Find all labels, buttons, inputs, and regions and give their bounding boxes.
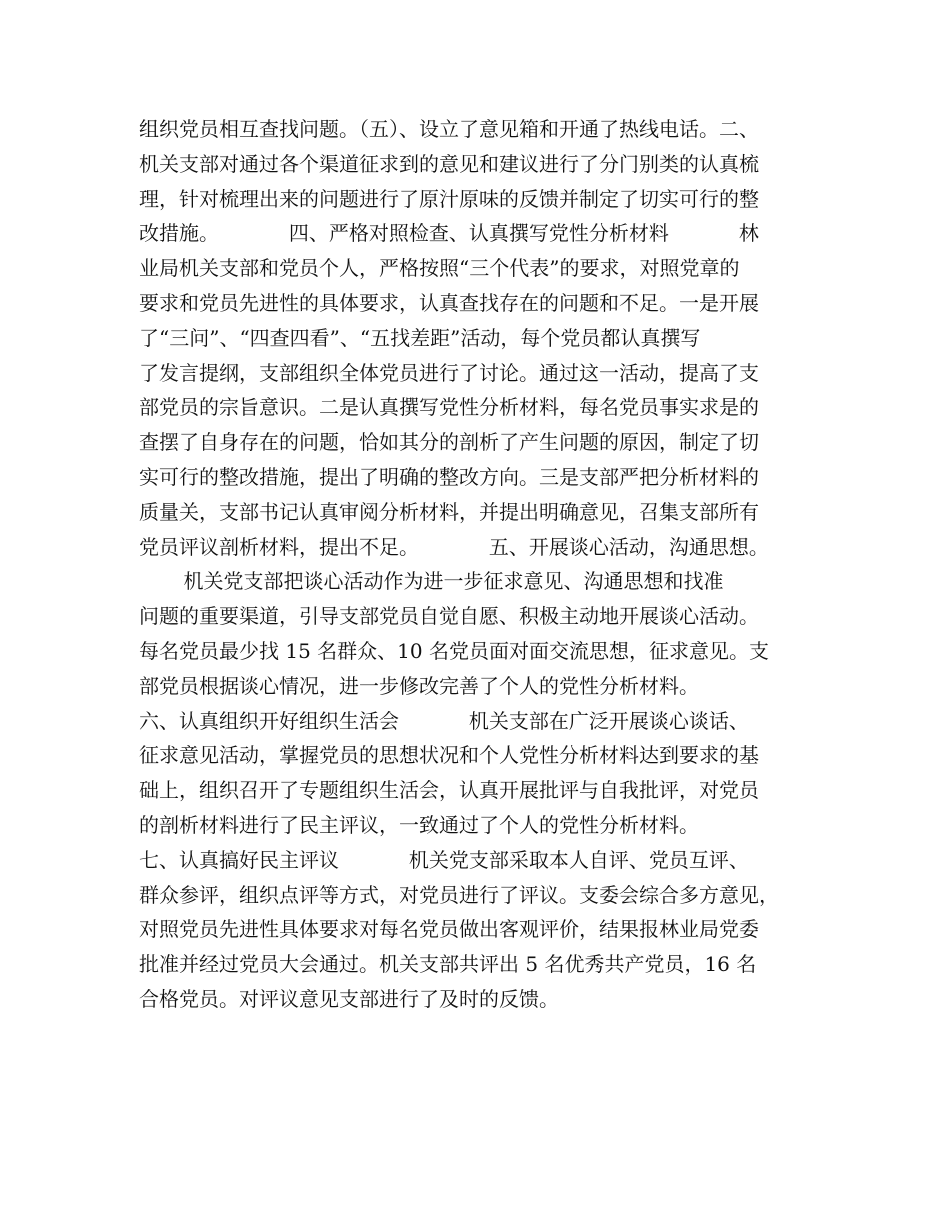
text-line: 改措施。 四、严格对照检查、认真撰写党性分析材料 林 xyxy=(139,221,759,246)
text-line: 部党员根据谈心情况，进一步修改完善了个人的党性分析材料。 xyxy=(139,673,699,698)
text-line: 组织党员相互查找问题。（五）、设立了意见箱和开通了热线电话。二、 xyxy=(139,117,759,141)
text-line: 七、认真搞好民主评议 机关党支部采取本人自评、党员互评、 xyxy=(139,847,749,872)
text-line: 部党员的宗旨意识。二是认真撰写党性分析材料，每名党员事实求是的 xyxy=(139,395,759,420)
text-line: 了“三问”、“四查四看”、“五找差距”活动，每个党员都认真撰写 xyxy=(139,325,701,350)
text-line: 群众参评，组织点评等方式，对党员进行了评议。支委会综合多方意见， xyxy=(139,882,779,907)
text-line: 的剖析材料进行了民主评议，一致通过了个人的党性分析材料。 xyxy=(139,812,699,837)
text-line: 业局机关支部和党员个人，严格按照“三个代表”的要求，对照党章的 xyxy=(139,256,740,281)
text-line: 了发言提纲，支部组织全体党员进行了讨论。通过这一活动，提高了支 xyxy=(139,360,759,385)
body-text xyxy=(139,112,829,1017)
text-line: 合格党员。对评议意见支部进行了及时的反馈。 xyxy=(139,986,559,1011)
text-line: 机关党支部把谈心活动作为进一步征求意见、沟通思想和找准 xyxy=(139,569,724,594)
text-line: 问题的重要渠道，引导支部党员自觉自愿、积极主动地开展谈心活动。 xyxy=(139,604,759,629)
text-line: 征求意见活动，掌握党员的思想状况和个人党性分析材料达到要求的基 xyxy=(139,743,759,768)
text-line: 础上，组织召开了专题组织生活会，认真开展批评与自我批评，对党员 xyxy=(139,778,759,803)
text-line: 质量关，支部书记认真审阅分析材料，并提出明确意见，召集支部所有 xyxy=(139,499,759,524)
text-line: 党员评议剖析材料，提出不足。 五、开展谈心活动，沟通思想。 xyxy=(139,534,769,559)
text-line: 每名党员最少找 15 名群众、10 名党员面对面交流思想，征求意见。支 xyxy=(139,638,769,663)
text-line: 理，针对梳理出来的问题进行了原汁原味的反馈并制定了切实可行的整 xyxy=(139,186,759,211)
text-line: 查摆了自身存在的问题，恰如其分的剖析了产生问题的原因，制定了切 xyxy=(139,430,759,455)
text-line: 六、认真组织开好组织生活会 机关支部在广泛开展谈心谈话、 xyxy=(139,708,749,733)
text-line: 实可行的整改措施，提出了明确的整改方向。三是支部严把分析材料的 xyxy=(139,464,759,489)
text-line: 要求和党员先进性的具体要求，认真查找存在的问题和不足。一是开展 xyxy=(139,290,759,315)
text-line: 机关支部对通过各个渠道征求到的意见和建议进行了分门别类的认真梳 xyxy=(139,151,759,176)
text-line: 对照党员先进性具体要求对每名党员做出客观评价，结果报林业局党委 xyxy=(139,917,759,942)
text-line: 批准并经过党员大会通过。机关支部共评出 5 名优秀共产党员，16 名 xyxy=(139,952,757,977)
